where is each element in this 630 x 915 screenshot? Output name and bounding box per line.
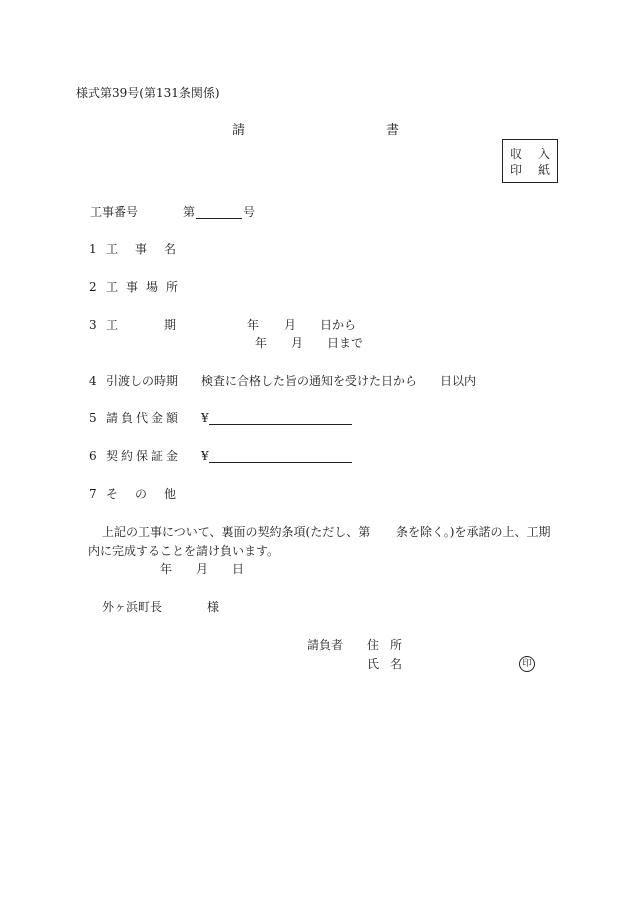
item-number: 6	[89, 449, 97, 463]
contractor-label: 請負者	[307, 638, 344, 652]
name-char: 名	[390, 657, 403, 671]
contract-amount-field[interactable]	[201, 411, 352, 425]
form-number: 様式第39号(第131条関係)	[76, 86, 220, 100]
work-number-suffix: 号	[243, 205, 256, 219]
item-number: 7	[89, 487, 97, 501]
item-label-char: の	[135, 487, 148, 501]
item-label-char: 他	[164, 487, 177, 501]
addressee-name: 外ヶ浜町長	[102, 600, 163, 614]
title-char-left: 請	[232, 123, 246, 138]
yen-symbol: ¥	[201, 449, 209, 463]
item-label-char: 期	[164, 318, 177, 332]
name-char: 氏	[367, 657, 380, 671]
stamp-char: 紙	[538, 163, 551, 177]
item-number: 1	[89, 242, 97, 256]
guarantee-amount-field[interactable]	[201, 449, 352, 463]
item-label: 請負代金額	[106, 411, 182, 425]
item-label-char: 所	[166, 280, 179, 294]
title-char-right: 書	[386, 123, 400, 138]
statement-line1-b: 条を除く。)を承諾の上、工期	[396, 525, 551, 539]
period-start-day: 日から	[320, 318, 357, 332]
item-number: 4	[89, 374, 97, 388]
yen-symbol: ¥	[201, 411, 209, 425]
date-day: 日	[232, 562, 245, 576]
date-month: 月	[196, 562, 209, 576]
item-number: 3	[89, 318, 97, 332]
stamp-char: 印	[510, 163, 523, 177]
work-number-prefix: 第	[183, 205, 196, 219]
work-number-label: 工事番号	[90, 205, 139, 219]
date-year: 年	[160, 562, 173, 576]
item-label-char: 工	[106, 318, 119, 332]
seal-mark: 印	[519, 656, 535, 672]
period-end-day: 日まで	[327, 336, 364, 350]
address-char: 住	[367, 638, 380, 652]
item-label-char: 場	[146, 280, 159, 294]
delivery-days: 日以内	[440, 374, 477, 388]
period-start-month: 月	[284, 318, 297, 332]
item-label-char: 事	[135, 242, 148, 256]
statement-line1-a: 上記の工事について、裏面の契約条項(ただし、第	[102, 525, 371, 539]
item-label-char: 工	[106, 242, 119, 256]
statement-line2: 内に完成することを請け負います。	[88, 544, 280, 558]
item-label-char: 工	[106, 280, 119, 294]
address-char: 所	[390, 638, 403, 652]
item-label-char: そ	[106, 487, 119, 501]
item-label-char: 名	[164, 242, 177, 256]
period-end-year: 年	[255, 336, 268, 350]
item-label-char: 事	[126, 280, 139, 294]
item-number: 2	[89, 280, 97, 294]
period-start-year: 年	[247, 318, 260, 332]
item-label: 契約保証金	[106, 449, 182, 463]
work-number-field[interactable]	[196, 205, 242, 219]
item-label: 引渡しの時期	[106, 374, 179, 388]
addressee-honorific: 様	[207, 600, 220, 614]
revenue-stamp-box	[502, 139, 558, 183]
item-number: 5	[89, 411, 97, 425]
period-end-month: 月	[291, 336, 304, 350]
delivery-text: 検査に合格した旨の通知を受けた日から	[201, 374, 418, 388]
stamp-char: 収	[510, 147, 523, 161]
stamp-char: 入	[538, 147, 551, 161]
